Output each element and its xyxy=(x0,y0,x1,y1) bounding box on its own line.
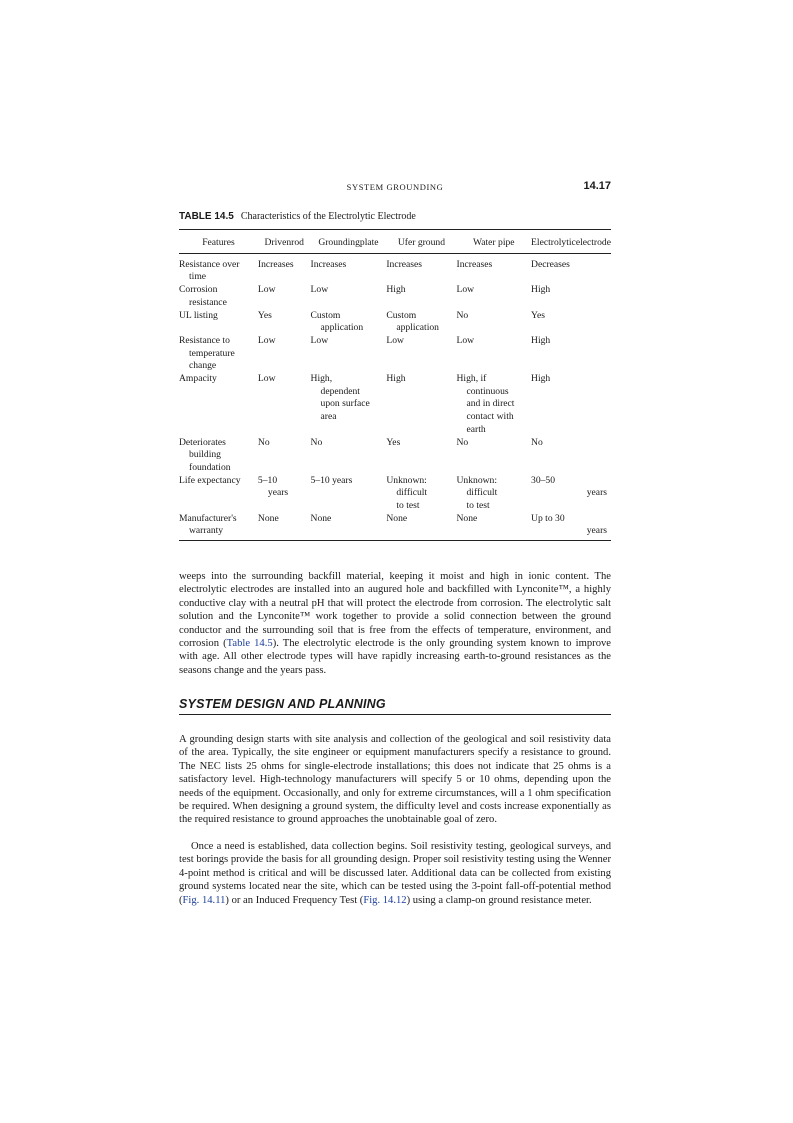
column-header xyxy=(386,230,456,254)
cell-line: area xyxy=(320,411,337,423)
cell-line: Up to 30 xyxy=(531,512,565,524)
table-cell xyxy=(258,253,311,284)
table-cell xyxy=(457,310,532,335)
table-title: Characteristics of the Electrolytic Electrode xyxy=(240,211,416,222)
cell-line: 30–50 xyxy=(531,474,556,486)
feature-cell xyxy=(179,310,258,335)
table-cell xyxy=(311,373,387,437)
cell-line: application xyxy=(396,322,439,334)
cell-line: Yes xyxy=(531,309,545,321)
table-cell xyxy=(386,253,456,284)
cell-line: Custom xyxy=(310,309,341,321)
figure-reference-link[interactable]: Fig. 14.12 xyxy=(363,894,407,906)
table-cell xyxy=(311,253,387,284)
table-cell xyxy=(386,437,456,475)
cell-line: Life expectancy xyxy=(179,474,241,486)
table-cell xyxy=(311,475,387,513)
cell-line: Yes xyxy=(257,309,272,321)
cell-line: change xyxy=(189,360,217,372)
table-row xyxy=(179,335,611,373)
table-cell xyxy=(531,253,611,284)
page-header xyxy=(179,182,611,198)
cell-line: High, if xyxy=(456,373,487,385)
paragraph-text: ). The electrolytic electrode is the only grounding system known to improve with age. All other electrode types will have rapidly increasing earth-to-ground resistances as the seasons change and the years pass. xyxy=(179,638,611,676)
cell-line: 5–10 years xyxy=(310,474,353,486)
table-cell xyxy=(457,513,532,541)
table-cell xyxy=(311,310,387,335)
table-cell xyxy=(258,513,311,541)
cell-line: to test xyxy=(466,500,490,512)
cell-line: temperature xyxy=(189,347,235,359)
feature-cell xyxy=(179,335,258,373)
table-cell xyxy=(311,335,387,373)
column-header xyxy=(179,230,258,254)
table-row xyxy=(179,373,611,437)
table-cell xyxy=(531,335,611,373)
feature-cell xyxy=(179,373,258,437)
table-cell xyxy=(386,475,456,513)
cell-line: Ampacity xyxy=(179,373,217,385)
running-title: SYSTEM GROUNDING xyxy=(346,182,444,192)
table-cell xyxy=(457,475,532,513)
cell-line: continuous xyxy=(466,385,509,397)
column-header-line: Driven xyxy=(264,237,292,248)
cell-line: Increases xyxy=(257,258,294,270)
cell-line: No xyxy=(257,436,270,448)
table-cell xyxy=(531,475,611,513)
table-cell xyxy=(258,284,311,309)
cell-line: Unknown: xyxy=(386,474,427,486)
table-body xyxy=(179,253,611,540)
cell-line: No xyxy=(531,436,543,448)
cell-line: High xyxy=(531,373,551,385)
page-number: 14.17 xyxy=(583,180,611,192)
cell-line: None xyxy=(257,512,279,524)
cell-line: Unknown: xyxy=(456,474,498,486)
cell-line: to test xyxy=(396,500,420,512)
column-header-line: Grounding xyxy=(318,237,360,248)
paragraph-electrolytic-electrode xyxy=(179,570,611,677)
column-header-line: Features xyxy=(202,237,235,248)
cell-line: None xyxy=(456,512,478,524)
cell-line: years xyxy=(267,487,289,499)
cell-line: High xyxy=(531,284,551,296)
cell-line: Custom xyxy=(386,309,417,321)
cell-line: difficult xyxy=(396,487,428,499)
cell-line: Deteriorates xyxy=(179,436,226,448)
cell-line: High xyxy=(531,334,551,346)
paragraph-grounding-design: A grounding design starts with site analysis and collection of the geological and soil resistivity data of the area. Typically, the site engineer or equipment manufacturers specify a resistance to ground. The NEC lists 25 ohms for single-electrode installations; this does not indicate that 25 ohms is a satisfactory level. High-technology manufacturers will specify 5 or 10 ohms, depending upon the needs of the equipment. Occasionally, and only for extreme circumstances, will a 1 ohm specification be required. When designing a ground system, the difficulty level and costs increase exponentially as the required resistance to ground approaches the unobtainable goal of zero. xyxy=(179,734,611,826)
table-cell xyxy=(457,253,532,284)
table-cell xyxy=(258,310,311,335)
cell-line: Low xyxy=(310,334,329,346)
table-caption xyxy=(179,211,416,222)
table-cell xyxy=(386,310,456,335)
table-cell xyxy=(386,373,456,437)
table-row xyxy=(179,437,611,475)
paragraph-text: ) using a clamp-on ground resistance meter. xyxy=(406,894,592,906)
cell-line: upon surface xyxy=(320,398,370,410)
cell-line: Increases xyxy=(386,258,423,270)
table-cell xyxy=(258,373,311,437)
table-cell xyxy=(386,284,456,309)
cell-line: Resistance to xyxy=(179,334,230,346)
cell-line: Low xyxy=(456,334,475,346)
column-header-line: Ufer ground xyxy=(397,237,445,248)
column-header-line: rod xyxy=(291,237,304,248)
table-label: TABLE 14.5 xyxy=(179,211,234,222)
cell-line: Low xyxy=(257,373,276,385)
cell-line: years xyxy=(586,487,607,499)
cell-line: Low xyxy=(257,284,276,296)
cell-line: contact with xyxy=(466,411,514,423)
cell-line: dependent xyxy=(320,385,360,397)
cell-line: and in direct xyxy=(466,398,515,410)
table-reference-link[interactable]: Table 14.5 xyxy=(226,638,273,650)
table-row xyxy=(179,513,611,541)
table-cell xyxy=(258,475,311,513)
table-cell xyxy=(258,335,311,373)
cell-line: None xyxy=(310,512,332,524)
cell-line: No xyxy=(310,436,323,448)
cell-line: Corrosion xyxy=(179,284,218,296)
table-cell xyxy=(457,284,532,309)
table-cell xyxy=(311,513,387,541)
paragraph-text: ) or an Induced Frequency Test ( xyxy=(225,894,364,906)
cell-line: Increases xyxy=(310,258,347,270)
feature-cell xyxy=(179,513,258,541)
cell-line: application xyxy=(320,322,364,334)
paragraph-data-collection xyxy=(179,840,611,907)
cell-line: Yes xyxy=(386,436,401,448)
cell-line: warranty xyxy=(189,525,224,537)
cell-line: years xyxy=(586,525,607,537)
feature-cell xyxy=(179,475,258,513)
cell-line: High, xyxy=(310,373,333,385)
column-header xyxy=(258,230,311,254)
column-header-line: Electrolytic xyxy=(531,237,576,248)
feature-cell xyxy=(179,253,258,284)
table-header-row xyxy=(179,230,611,254)
paragraph-text: weeps into the surrounding backfill material, keeping it moist and high in ionic content. The electrolytic electrodes are installed into an augured hole and backfilled with Lynconite™, a highly conductive clay with a neutral pH that will protect the electrode from corrosion. The electrolytic salt solution and the Lynconite™ work together to provide a solid connection between the ground conductor and the surrounding soil that is free from the effects of temperature, environment, and corrosion ( xyxy=(179,571,611,650)
column-header xyxy=(531,230,611,254)
cell-line: building xyxy=(189,449,221,461)
cell-line: High xyxy=(386,373,406,385)
cell-line: None xyxy=(386,512,408,524)
table-cell xyxy=(457,335,532,373)
cell-line: resistance xyxy=(189,296,227,308)
cell-line: No xyxy=(456,436,469,448)
table-row xyxy=(179,475,611,513)
cell-line: Resistance over xyxy=(179,258,240,270)
table-cell xyxy=(386,513,456,541)
column-header-line: plate xyxy=(359,237,379,248)
cell-line: UL listing xyxy=(179,309,218,321)
table-cell xyxy=(386,335,456,373)
table-cell xyxy=(311,437,387,475)
table-cell xyxy=(531,437,611,475)
column-header-line: electrode xyxy=(575,237,611,248)
cell-line: 5–10 xyxy=(257,474,278,486)
paragraph-text: Once a need is established, data collection begins. Soil resistivity testing, geological surveys, and test borings provide the basis for all grounding design. Proper soil resistivity testing using the Wenner 4-point method is critical and will be discussed later. Additional data can be collected from existing ground systems located near the site, which can be tested using the 3-point fall-off-potential method ( xyxy=(179,841,611,906)
table-cell xyxy=(531,284,611,309)
table-cell xyxy=(258,437,311,475)
cell-line: time xyxy=(189,271,207,283)
table-row xyxy=(179,284,611,309)
cell-line: No xyxy=(456,309,469,321)
table-cell xyxy=(311,284,387,309)
cell-line: foundation xyxy=(189,461,231,473)
feature-cell xyxy=(179,284,258,309)
cell-line: Low xyxy=(386,334,404,346)
column-header xyxy=(311,230,387,254)
table-cell xyxy=(457,373,532,437)
cell-line: earth xyxy=(466,423,486,435)
electrode-characteristics-table xyxy=(179,229,611,541)
cell-line: High xyxy=(386,284,406,296)
column-header xyxy=(457,230,532,254)
column-header-line: Water pipe xyxy=(472,237,515,248)
cell-line: Low xyxy=(456,284,475,296)
feature-cell xyxy=(179,437,258,475)
table-cell xyxy=(457,437,532,475)
table-row xyxy=(179,253,611,284)
table-cell xyxy=(531,310,611,335)
table-cell xyxy=(531,373,611,437)
cell-line: Manufacturer's xyxy=(179,512,237,524)
section-heading: SYSTEM DESIGN AND PLANNING xyxy=(179,697,611,715)
cell-line: difficult xyxy=(466,487,498,499)
cell-line: Low xyxy=(257,334,276,346)
cell-line: Increases xyxy=(456,258,493,270)
table-row xyxy=(179,310,611,335)
cell-line: Low xyxy=(310,284,329,296)
cell-line: Decreases xyxy=(531,258,570,270)
table-cell xyxy=(531,513,611,541)
figure-reference-link[interactable]: Fig. 14.11 xyxy=(182,894,226,906)
